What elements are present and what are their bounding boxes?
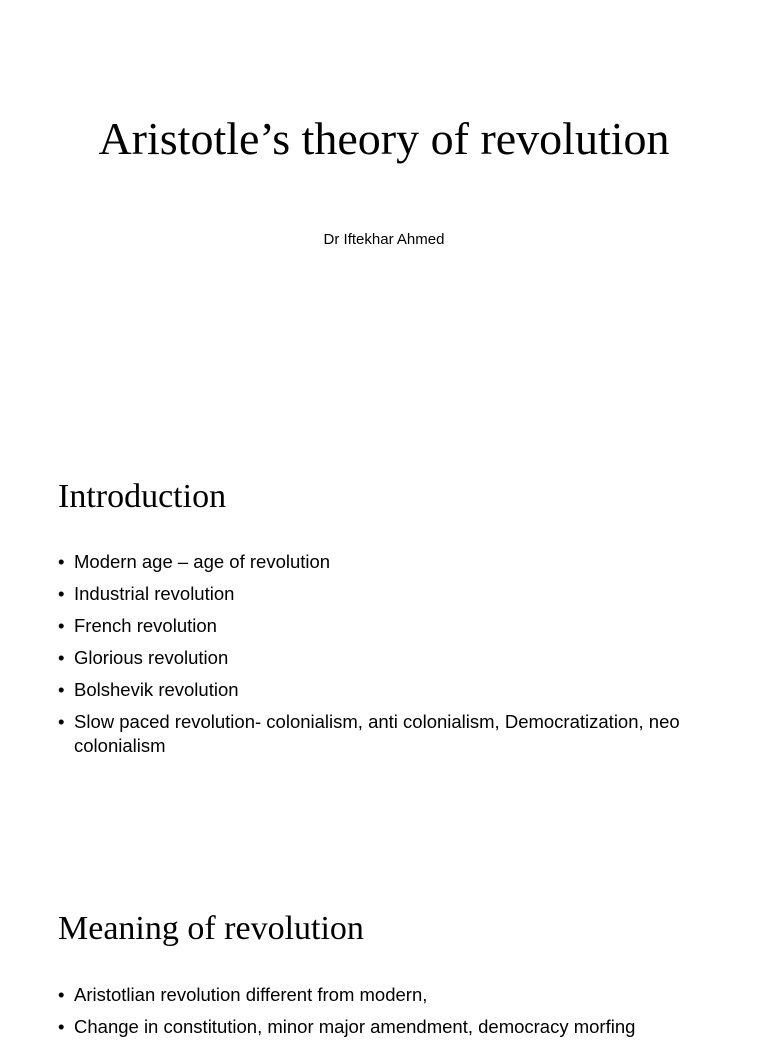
list-item: [58, 582, 738, 606]
bullet-icon: •: [58, 679, 65, 700]
meaning-slide: [0, 864, 768, 1037]
list-item-text: Industrial revolution: [74, 583, 235, 604]
slide-heading: Introduction: [58, 478, 227, 515]
list-item: [58, 678, 738, 702]
bullet-icon: •: [58, 551, 65, 572]
slide-heading: Meaning of revolution: [58, 910, 364, 947]
list-item-text: Aristotlian revolution different from modern,: [74, 984, 428, 1005]
list-item-text: Modern age – age of revolution: [74, 551, 331, 572]
list-item: [58, 646, 738, 670]
list-item-text: Change in constitution, minor major amendment, democracy morfing: [74, 1016, 636, 1037]
presentation-title: Aristotle’s theory of revolution: [98, 113, 670, 164]
bullet-list: [58, 983, 738, 1047]
list-item-text: French revolution: [74, 615, 217, 636]
list-item: [58, 1015, 738, 1039]
bullet-list: [58, 550, 738, 766]
bullet-icon: •: [58, 984, 65, 1005]
list-item: [58, 614, 738, 638]
introduction-slide: [0, 432, 768, 864]
bullet-icon: •: [58, 615, 65, 636]
presentation-author: Dr Iftekhar Ahmed: [323, 231, 445, 248]
list-item: [58, 550, 738, 574]
bullet-icon: •: [58, 1016, 65, 1037]
bullet-icon: •: [58, 583, 65, 604]
bullet-icon: •: [58, 647, 65, 668]
title-slide: [0, 0, 768, 432]
bullet-icon: •: [58, 711, 65, 732]
list-item: [58, 710, 738, 758]
list-item: [58, 983, 738, 1007]
list-item-text: Bolshevik revolution: [74, 679, 239, 700]
list-item-text: Glorious revolution: [74, 647, 229, 668]
list-item-text: Slow paced revolution- colonialism, anti colonialism, Democratization, neo colonialism: [74, 711, 680, 756]
